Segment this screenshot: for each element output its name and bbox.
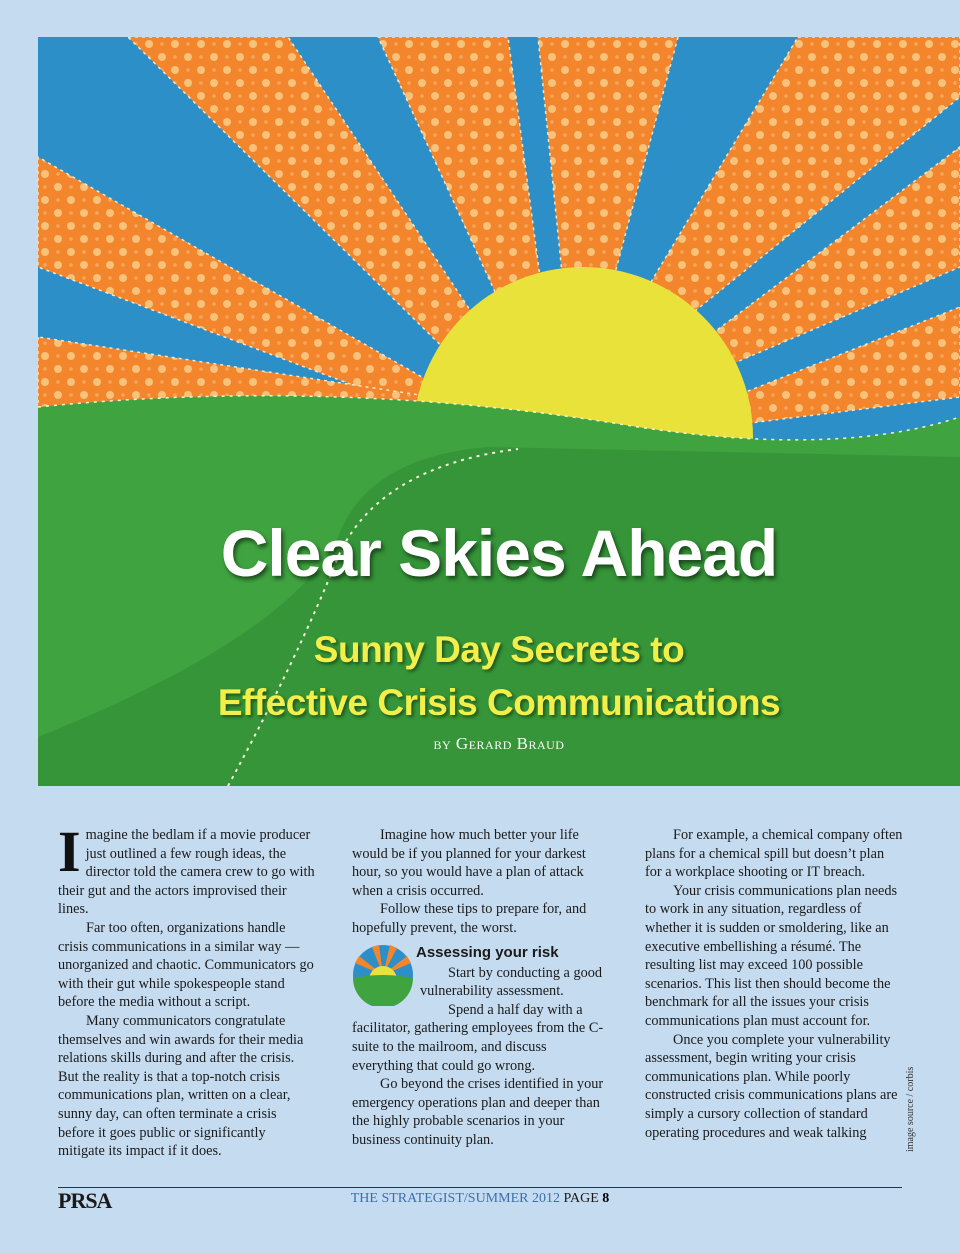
paragraph: Once you complete your vulnerability assessment, begin writing your crisis communications plan. While poorly constructed crisis communications plans are simply a cursory collection of standard operating procedures and weak talking (645, 1031, 898, 1141)
article-subtitle-line1: Sunny Day Secrets to (313, 629, 685, 670)
paragraph: Start by conducting a good vulnerability assessment. (420, 964, 603, 1000)
article-title: Clear Skies Ahead (220, 516, 778, 590)
footer-rule (58, 1187, 902, 1188)
page-number: 8 (602, 1191, 610, 1206)
byline: by Gerard Braud (433, 734, 565, 753)
publication-name: THE STRATEGIST/SUMMER 2012 (350, 1191, 560, 1206)
footer-publication-line (0, 1191, 960, 1207)
hero-image (38, 37, 960, 786)
image-credit: image source / corbis (905, 1066, 916, 1152)
article-column-2 (352, 826, 610, 1150)
paragraph: Far too often, organizations handle crisis communications in a similar way — unorganized and chaotic. Communicators go with their gut while spokespeople stand before the media without a script. (58, 919, 314, 1011)
paragraph: Many communicators congratulate themselves and win awards for their media relations skills during and after the crisis. But the reality is that a top-notch crisis communications plan, written on a clear, sunny day, can often terminate a crisis before it goes public or significantly mitigate its impact if it does. (58, 1012, 304, 1160)
paragraph: magine the bedlam if a movie producer just outlined a few rough ideas, the director told the camera crew to go with their gut and the actors improvised their lines. (58, 827, 315, 918)
prsa-logo: PRSA (58, 1188, 112, 1213)
sunrise-quilt-illustration (38, 37, 960, 786)
paragraph: Imagine how much better your life would be if you planned for your darkest hour, so you would have a plan of attack when a crisis occurred. (352, 827, 586, 899)
drop-cap: I (58, 819, 81, 884)
paragraph: For example, a chemical company often plans for a chemical spill but doesn’t plan for a workplace shooting or IT breach. (645, 827, 903, 881)
paragraph: Your crisis communications plan needs to work in any situation, regardless of whether it is sudden or smoldering, like an executive embellishing a résumé. The resulting list may exceed 100 possible scenarios. This list then should become the benchmark for all the issues your crisis communications plan must account for. (645, 882, 898, 1029)
article-subtitle-line2: Effective Crisis Communications (217, 682, 781, 723)
article-column-3 (645, 826, 903, 1142)
sunrise-thumbnail-icon (352, 944, 414, 1006)
paragraph: Follow these tips to prepare for, and hopefully prevent, the worst. (352, 901, 587, 936)
article-column-1 (58, 819, 316, 1161)
section-heading: Assessing your risk (416, 943, 559, 961)
page-label: PAGE (563, 1191, 599, 1206)
paragraph: Go beyond the crises identified in your emergency operations plan and deeper than the highly probable scenarios in your business continuity plan. (352, 1076, 604, 1148)
paragraph: Spend a half day with a facilitator, gathering employees from the C-suite to the mailroom, and discuss everything that could go wrong. (352, 1001, 604, 1074)
